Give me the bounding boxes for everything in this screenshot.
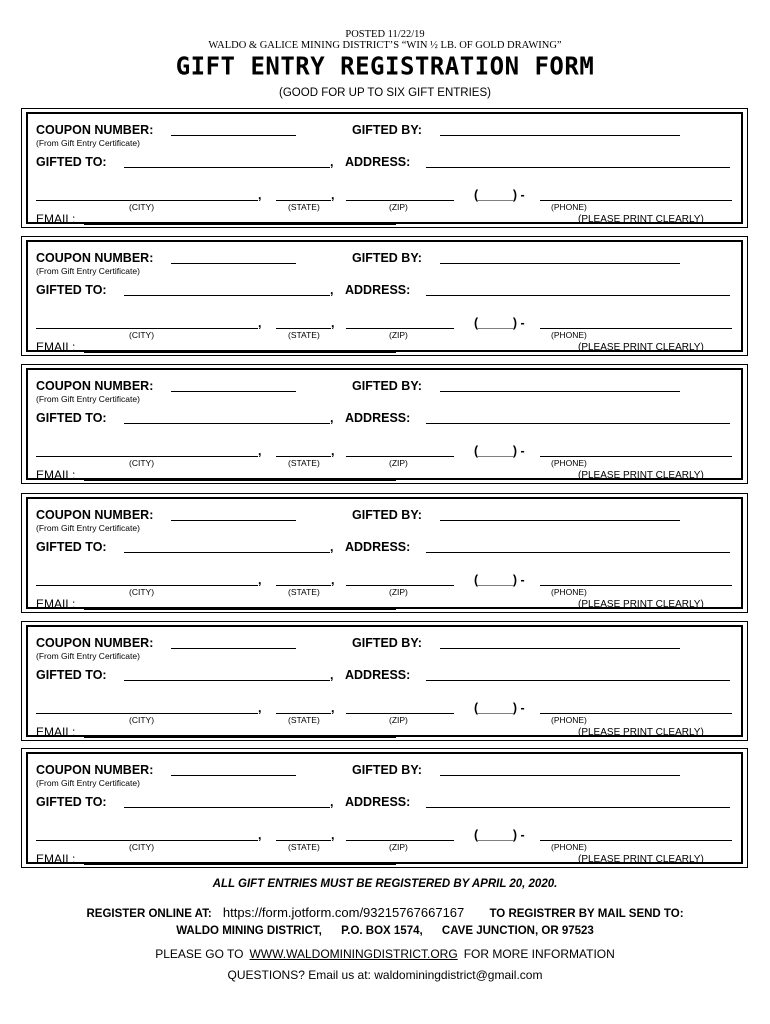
comma: , bbox=[330, 411, 334, 425]
gifted-by-field[interactable] bbox=[440, 775, 680, 776]
zip-field[interactable] bbox=[346, 456, 454, 457]
phone-caption: (PHONE) bbox=[551, 458, 587, 468]
comma: , bbox=[330, 283, 334, 297]
coupon-number-label: COUPON NUMBER: bbox=[36, 123, 154, 137]
gift-entry-box bbox=[21, 364, 748, 484]
state-field[interactable] bbox=[276, 840, 331, 841]
email-field[interactable] bbox=[84, 864, 396, 865]
gifted-by-label: GIFTED BY: bbox=[352, 251, 422, 265]
phone-area-code-field[interactable]: (_____) - bbox=[474, 444, 525, 458]
gift-entry-box bbox=[21, 748, 748, 868]
email-label: EMAIL: bbox=[36, 725, 76, 739]
coupon-source-note: (From Gift Entry Certificate) bbox=[36, 266, 140, 276]
state-caption: (STATE) bbox=[288, 330, 320, 340]
comma: , bbox=[331, 188, 335, 202]
state-field[interactable] bbox=[276, 328, 331, 329]
zip-caption: (ZIP) bbox=[389, 715, 408, 725]
comma: , bbox=[258, 573, 262, 587]
print-clearly-note: (PLEASE PRINT CLEARLY) bbox=[578, 470, 704, 481]
comma: , bbox=[331, 701, 335, 715]
gifted-by-label: GIFTED BY: bbox=[352, 379, 422, 393]
address-label: ADDRESS: bbox=[345, 283, 411, 297]
gifted-to-field[interactable] bbox=[124, 423, 330, 424]
please-go-text: PLEASE GO TO bbox=[155, 947, 244, 961]
gifted-to-label: GIFTED TO: bbox=[36, 668, 107, 682]
zip-field[interactable] bbox=[346, 585, 454, 586]
address-field[interactable] bbox=[426, 807, 730, 808]
comma: , bbox=[258, 188, 262, 202]
po-box: P.O. BOX 1574, bbox=[341, 925, 423, 937]
address-label: ADDRESS: bbox=[345, 411, 411, 425]
city-caption: (CITY) bbox=[129, 330, 155, 340]
website-link[interactable]: WWW.WALDOMININGDISTRICT.ORG bbox=[249, 947, 458, 961]
gift-entry-box bbox=[21, 236, 748, 356]
address-label: ADDRESS: bbox=[345, 795, 411, 809]
phone-caption: (PHONE) bbox=[551, 842, 587, 852]
gifted-to-label: GIFTED TO: bbox=[36, 283, 107, 297]
city-field[interactable] bbox=[36, 713, 258, 714]
gifted-by-field[interactable] bbox=[440, 135, 680, 136]
register-mail-label: TO REGISTRER BY MAIL SEND TO: bbox=[489, 908, 684, 920]
gift-entry-box bbox=[21, 493, 748, 613]
city-caption: (CITY) bbox=[129, 458, 155, 468]
comma: , bbox=[330, 668, 334, 682]
gift-entry-box bbox=[21, 621, 748, 741]
comma: , bbox=[258, 701, 262, 715]
email-field[interactable] bbox=[84, 352, 396, 353]
state-caption: (STATE) bbox=[288, 458, 320, 468]
email-field[interactable] bbox=[84, 224, 396, 225]
gifted-by-field[interactable] bbox=[440, 263, 680, 264]
drawing-name: WALDO & GALICE MINING DISTRICT’S “WIN ½ LB. OF GOLD DRAWING” bbox=[208, 40, 562, 51]
state-caption: (STATE) bbox=[288, 842, 320, 852]
zip-field[interactable] bbox=[346, 713, 454, 714]
comma: , bbox=[258, 444, 262, 458]
deadline-notice: ALL GIFT ENTRIES MUST BE REGISTERED BY APRIL 20, 2020. bbox=[212, 878, 558, 890]
email-field[interactable] bbox=[84, 480, 396, 481]
city-field[interactable] bbox=[36, 840, 258, 841]
gifted-to-field[interactable] bbox=[124, 295, 330, 296]
gift-entry-box bbox=[21, 108, 748, 228]
form-title: GIFT ENTRY REGISTRATION FORM bbox=[175, 51, 595, 81]
zip-caption: (ZIP) bbox=[389, 202, 408, 212]
state-caption: (STATE) bbox=[288, 587, 320, 597]
comma: , bbox=[258, 828, 262, 842]
print-clearly-note: (PLEASE PRINT CLEARLY) bbox=[578, 214, 704, 225]
register-online-label: REGISTER ONLINE AT: bbox=[86, 908, 212, 920]
address-field[interactable] bbox=[426, 552, 730, 553]
comma: , bbox=[331, 444, 335, 458]
phone-area-code-field[interactable]: (_____) - bbox=[474, 573, 525, 587]
coupon-number-label: COUPON NUMBER: bbox=[36, 763, 154, 777]
coupon-number-field[interactable] bbox=[171, 775, 296, 776]
gifted-to-label: GIFTED TO: bbox=[36, 540, 107, 554]
questions-text: QUESTIONS? Email us at: waldominingdistrict@gmail.com bbox=[227, 968, 543, 982]
zip-field[interactable] bbox=[346, 200, 454, 201]
phone-caption: (PHONE) bbox=[551, 715, 587, 725]
address-field[interactable] bbox=[426, 423, 730, 424]
gift-entry-inner-border bbox=[26, 625, 743, 737]
city-caption: (CITY) bbox=[129, 842, 155, 852]
comma: , bbox=[331, 316, 335, 330]
city-caption: (CITY) bbox=[129, 202, 155, 212]
form-subtitle: (GOOD FOR UP TO SIX GIFT ENTRIES) bbox=[279, 87, 491, 99]
print-clearly-note: (PLEASE PRINT CLEARLY) bbox=[578, 599, 704, 610]
address-field[interactable] bbox=[426, 680, 730, 681]
gifted-by-label: GIFTED BY: bbox=[352, 636, 422, 650]
email-label: EMAIL: bbox=[36, 852, 76, 866]
coupon-source-note: (From Gift Entry Certificate) bbox=[36, 523, 140, 533]
phone-caption: (PHONE) bbox=[551, 202, 587, 212]
gifted-by-label: GIFTED BY: bbox=[352, 763, 422, 777]
gifted-to-field[interactable] bbox=[124, 807, 330, 808]
gifted-by-field[interactable] bbox=[440, 391, 680, 392]
comma: , bbox=[258, 316, 262, 330]
gifted-to-label: GIFTED TO: bbox=[36, 155, 107, 169]
jotform-link[interactable]: https://form.jotform.com/93215767667167 bbox=[222, 905, 465, 920]
state-field[interactable] bbox=[276, 713, 331, 714]
phone-number-field[interactable] bbox=[540, 585, 732, 586]
email-field[interactable] bbox=[84, 609, 396, 610]
zip-caption: (ZIP) bbox=[389, 330, 408, 340]
print-clearly-note: (PLEASE PRINT CLEARLY) bbox=[578, 342, 704, 353]
phone-number-field[interactable] bbox=[540, 200, 732, 201]
city-field[interactable] bbox=[36, 456, 258, 457]
coupon-number-field[interactable] bbox=[171, 648, 296, 649]
coupon-number-label: COUPON NUMBER: bbox=[36, 251, 154, 265]
city-caption: (CITY) bbox=[129, 587, 155, 597]
print-clearly-note: (PLEASE PRINT CLEARLY) bbox=[578, 727, 704, 738]
phone-caption: (PHONE) bbox=[551, 330, 587, 340]
gift-entry-inner-border bbox=[26, 497, 743, 609]
gift-entry-inner-border bbox=[26, 752, 743, 864]
state-caption: (STATE) bbox=[288, 202, 320, 212]
comma: , bbox=[330, 540, 334, 554]
zip-field[interactable] bbox=[346, 840, 454, 841]
phone-number-field[interactable] bbox=[540, 713, 732, 714]
phone-area-code-field[interactable]: (_____) - bbox=[474, 701, 525, 715]
coupon-number-field[interactable] bbox=[171, 520, 296, 521]
mailing-address bbox=[0, 925, 770, 937]
coupon-number-field[interactable] bbox=[171, 135, 296, 136]
gifted-to-label: GIFTED TO: bbox=[36, 411, 107, 425]
info-row bbox=[0, 947, 770, 961]
gifted-by-label: GIFTED BY: bbox=[352, 123, 422, 137]
posted-date: POSTED 11/22/19 bbox=[345, 29, 425, 40]
gifted-to-field[interactable] bbox=[124, 167, 330, 168]
email-label: EMAIL: bbox=[36, 468, 76, 482]
zip-caption: (ZIP) bbox=[389, 587, 408, 597]
gift-entry-inner-border bbox=[26, 368, 743, 480]
city-field[interactable] bbox=[36, 328, 258, 329]
gifted-to-field[interactable] bbox=[124, 680, 330, 681]
coupon-number-field[interactable] bbox=[171, 391, 296, 392]
coupon-source-note: (From Gift Entry Certificate) bbox=[36, 394, 140, 404]
address-label: ADDRESS: bbox=[345, 155, 411, 169]
zip-caption: (ZIP) bbox=[389, 458, 408, 468]
zip-caption: (ZIP) bbox=[389, 842, 408, 852]
gift-entry-inner-border bbox=[26, 240, 743, 352]
coupon-number-label: COUPON NUMBER: bbox=[36, 379, 154, 393]
district-name: WALDO MINING DISTRICT, bbox=[176, 925, 322, 937]
comma: , bbox=[330, 155, 334, 169]
email-field[interactable] bbox=[84, 737, 396, 738]
coupon-source-note: (From Gift Entry Certificate) bbox=[36, 138, 140, 148]
coupon-source-note: (From Gift Entry Certificate) bbox=[36, 778, 140, 788]
phone-area-code-field[interactable]: (_____) - bbox=[474, 188, 525, 202]
city-state-zip: CAVE JUNCTION, OR 97523 bbox=[441, 925, 594, 937]
city-caption: (CITY) bbox=[129, 715, 155, 725]
city-field[interactable] bbox=[36, 200, 258, 201]
address-label: ADDRESS: bbox=[345, 540, 411, 554]
gift-entry-inner-border bbox=[26, 112, 743, 224]
comma: , bbox=[330, 795, 334, 809]
state-field[interactable] bbox=[276, 200, 331, 201]
phone-caption: (PHONE) bbox=[551, 587, 587, 597]
coupon-source-note: (From Gift Entry Certificate) bbox=[36, 651, 140, 661]
address-field[interactable] bbox=[426, 167, 730, 168]
gifted-by-label: GIFTED BY: bbox=[352, 508, 422, 522]
print-clearly-note: (PLEASE PRINT CLEARLY) bbox=[578, 854, 704, 865]
comma: , bbox=[331, 828, 335, 842]
register-row bbox=[0, 905, 770, 920]
zip-field[interactable] bbox=[346, 328, 454, 329]
email-label: EMAIL: bbox=[36, 212, 76, 226]
coupon-number-field[interactable] bbox=[171, 263, 296, 264]
gifted-by-field[interactable] bbox=[440, 520, 680, 521]
email-label: EMAIL: bbox=[36, 597, 76, 611]
state-field[interactable] bbox=[276, 585, 331, 586]
state-field[interactable] bbox=[276, 456, 331, 457]
gifted-to-field[interactable] bbox=[124, 552, 330, 553]
email-label: EMAIL: bbox=[36, 340, 76, 354]
comma: , bbox=[331, 573, 335, 587]
phone-number-field[interactable] bbox=[540, 328, 732, 329]
phone-area-code-field[interactable]: (_____) - bbox=[474, 828, 525, 842]
more-info-text: FOR MORE INFORMATION bbox=[463, 947, 615, 961]
phone-number-field[interactable] bbox=[540, 840, 732, 841]
coupon-number-label: COUPON NUMBER: bbox=[36, 508, 154, 522]
address-label: ADDRESS: bbox=[345, 668, 411, 682]
gifted-to-label: GIFTED TO: bbox=[36, 795, 107, 809]
phone-number-field[interactable] bbox=[540, 456, 732, 457]
coupon-number-label: COUPON NUMBER: bbox=[36, 636, 154, 650]
gifted-by-field[interactable] bbox=[440, 648, 680, 649]
phone-area-code-field[interactable]: (_____) - bbox=[474, 316, 525, 330]
state-caption: (STATE) bbox=[288, 715, 320, 725]
city-field[interactable] bbox=[36, 585, 258, 586]
address-field[interactable] bbox=[426, 295, 730, 296]
